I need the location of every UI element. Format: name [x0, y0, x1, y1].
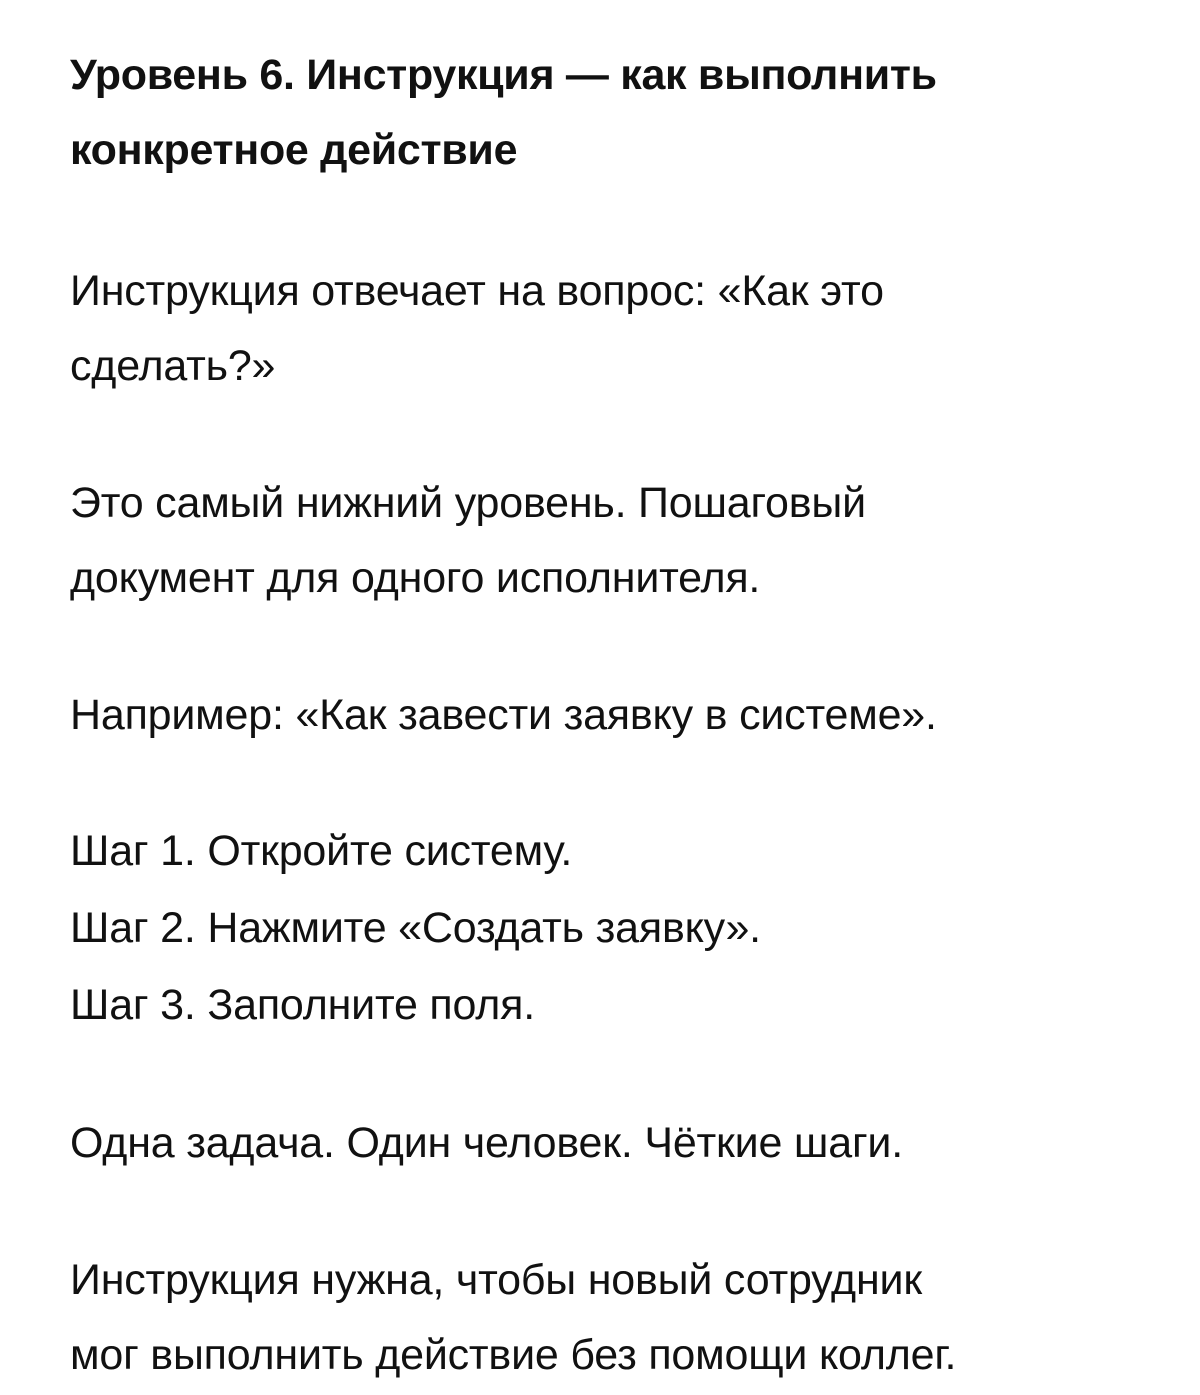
- paragraph-summary: Одна задача. Один человек. Чёткие шаги.: [70, 1119, 903, 1167]
- paragraph-line: Это самый нижний уровень. Пошаговый: [70, 479, 866, 527]
- paragraph-example: [70, 678, 1170, 753]
- document-body: [70, 38, 1170, 1393]
- paragraph-line: документ для одного исполнителя.: [70, 554, 761, 602]
- heading-line-2: конкретное действие: [70, 126, 518, 174]
- paragraph-level-description: [70, 466, 1170, 616]
- paragraph-line: Инструкция нужна, чтобы новый сотрудник: [70, 1256, 922, 1304]
- heading-line-1: Уровень 6. Инструкция — как выполнить: [70, 51, 937, 99]
- step-item-1: Шаг 1. Откройте систему.: [70, 827, 573, 875]
- paragraph-line: Инструкция отвечает на вопрос: «Как это: [70, 267, 884, 315]
- document-heading: [70, 38, 1170, 188]
- paragraph-closing: [70, 1243, 1170, 1393]
- steps-list: [70, 813, 1170, 1044]
- paragraph-line: Например: «Как завести заявку в системе».: [70, 691, 937, 739]
- paragraph-line: сделать?»: [70, 342, 276, 390]
- step-item-3: Шаг 3. Заполните поля.: [70, 981, 536, 1029]
- step-item-2: Шаг 2. Нажмите «Создать заявку».: [70, 904, 761, 952]
- paragraph-question: [70, 254, 1170, 404]
- paragraph-line: мог выполнить действие без помощи коллег.: [70, 1331, 957, 1379]
